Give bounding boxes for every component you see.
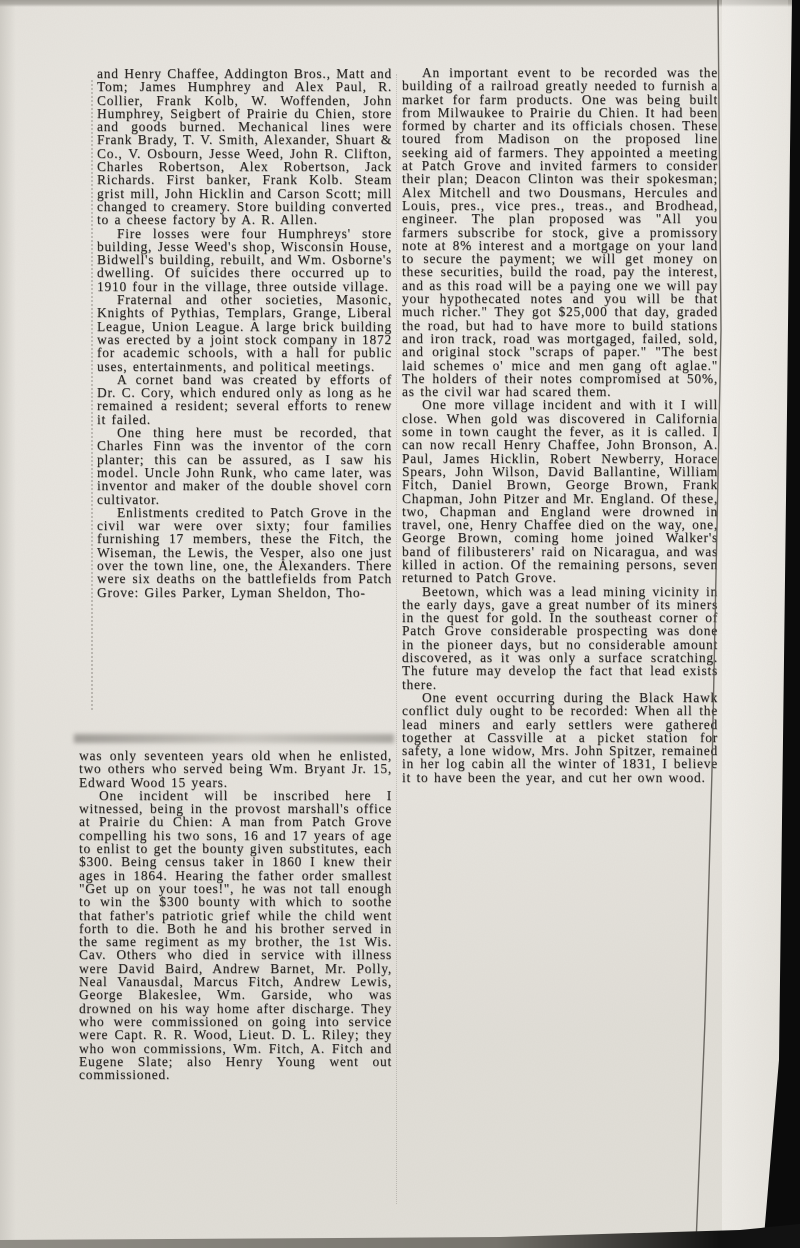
paragraph: An important event to be recorded was the building of a railroad greatly needed to furnish a market for farm products. One was being built from Milwaukee to Prairie du Chien. It had been formed by charter and its officials chosen. These toured from Madison on the proposed line seeking aid of farmers. They appointed a meeting at Patch Grove and invited farmers to consider their plan; Deacon Clinton was their spokesman; Alex Mitchell and two Dousmans, Hercules and Louis, pres., vice pres., treas., and Brodhead, engineer. The plan proposed was "All you farmers subscribe for stock, give a promissory note at 8% interest and a mortgage on your land to secure the payment; we will get money on these securities, build the road, pay the interest, and as this road will be a paying one we will pay your hypothecated notes and you will be that much richer." They got $25,000 that day, graded the road, but had to have more to build stations and iron track, road was mortgaged, failed, sold, and original stock "scraps of paper." "The best laid schemes o' mice and men gang oft aglae." The holders of their notes compromised at 50%, as the civil war had scared them. bbox=[402, 65, 718, 400]
paragraph: One event occurring during the Black Hawk conflict duly ought to be recorded: When all the lead miners and early settlers were gathered together at Cassville at a picket station for safety, a lone widow, Mrs. John Spitzer, remained in her log cabin all the winter of 1831, I believe it to have been the year, and cut her own wood. bbox=[402, 689, 718, 785]
paragraph: One more village incident and with it I will close. When gold was discovered in California some in town caught the fever, as it is called. I can now recall Henry Chaffee, John Bronson, A. Paul, James Hicklin, Robert Newberry, Horace Spears, John Wilson, David Ballantine, William Fitch, Daniel Brown, George Brown, Frank Chapman, John Pitzer and Mr. England. Of these, two, Chapman and England were drowned in travel, one, Henry Chaffee died on the way, one, George Brown, coming home joined Walker's band of filibusterers' raid on Nicaragua, and was killed in action. Of the remaining persons, seven returned to Patch Grove. bbox=[402, 397, 718, 586]
paragraph: One incident will be inscribed here I witnessed, being in the provost marshall's office at Prairie du Chien: A man from Patch Grove compelling his two sons, 16 and 17 years of age to enlist to get the bounty given substitutes, each $300. Being census taker in 1860 I knew their ages in 1864. Hearing the father order smallest "Get up on your toes!", he was not tall enough to win the $300 bounty with which to soothe that father's patriotic grief while the child went forth to die. Both he and his brother served in the same regiment as my brother, the 1st Wis. Cav. Others who died in service with illness were David Baird, Andrew Barnet, Mr. Polly, Neal Vanausdal, Marcus Fitch, Andrew Lewis, George Blakeslee, Wm. Garside, who was drowned on his way home after discharge. They who were commissioned on going into service were Capt. R. R. Wood, Lieut. D. L. Riley; they who won commissions, Wm. Fitch, A. Fitch and Eugene Slate; also Henry Young went out commissioned. bbox=[79, 787, 392, 1083]
paper-right-margin bbox=[722, 0, 788, 1232]
scan-edge-top bbox=[0, 0, 800, 7]
right-column bbox=[402, 66, 718, 784]
paragraph: One thing here must be recorded, that Charles Finn was the inventor of the corn planter; this can be assured, as I saw his model. Uncle John Runk, who came later, was inventor and maker of the double shovel corn cultivator. bbox=[97, 425, 392, 507]
paragraph: was only seventeen years old when he enlisted, two others who served being Wm. Bryant Jr. 15, Edward Wood 15 years. bbox=[79, 748, 392, 790]
paragraph: A cornet band was created by efforts of Dr. C. Cory, which endured only as long as he remained a resident; several efforts to renew it failed. bbox=[97, 371, 392, 427]
scan-edge-bottom bbox=[0, 1224, 800, 1248]
clipping-cut-smudge bbox=[74, 734, 394, 743]
paragraph: Enlistments credited to Patch Grove in the civil war were over sixty; four families furnishing 17 members, these the Fitch, the Wiseman, the Lewis, the Vesper, also one just over the town line, one, the Alexanders. There were six deaths on the battlefields from Patch Grove: Giles Parker, Lyman Sheldon, Tho- bbox=[97, 504, 392, 600]
paragraph: Beetown, which was a lead mining vicinity in the early days, gave a great number of its miners in the quest for gold. In the southeast corner of Patch Grove considerable prospecting was done in the pioneer days, but no considerable amount discovered, as it was only a surface scratching. The future may develop the fact that lead exists there. bbox=[402, 583, 718, 692]
paragraph: Fire losses were four Humphreys' store building, Jesse Weed's shop, Wisconsin House, Bidwell's building, rebuilt, and Wm. Osborne's dwelling. Of suicides there occurred up to 1910 four in the village, three outside village. bbox=[97, 225, 392, 294]
column-rule-middle bbox=[396, 74, 397, 1204]
left-column-lower bbox=[79, 749, 392, 1081]
paragraph: Fraternal and other societies, Masonic, Knights of Pythias, Templars, Grange, Liberal League, Union League. A large brick building was erected by a joint stock company in 1872 for academic schools, with a hall for public uses, entertainments, and political meetings. bbox=[97, 292, 392, 374]
paragraph: and Henry Chaffee, Addington Bros., Matt and Tom; James Humphrey and Alex Paul, R. Collier, Frank Kolb, W. Woffenden, John Humphrey, Seigbert of Prairie du Chien, store and goods burned. Mechanical lines were Frank Brady, T. V. Smith, Alexander, Shuart & Co., V. Osbourn, Jesse Weed, John R. Clifton, Charles Robertson, Alex Robertson, Jack Richards. First banker, Frank Kolb. Steam grist mill, John Hicklin and Carson Scott; mill changed to creamery. Store building converted to a cheese factory by A. R. Allen. bbox=[97, 66, 392, 228]
left-column-upper bbox=[97, 67, 392, 599]
column-rule-left bbox=[91, 80, 93, 710]
